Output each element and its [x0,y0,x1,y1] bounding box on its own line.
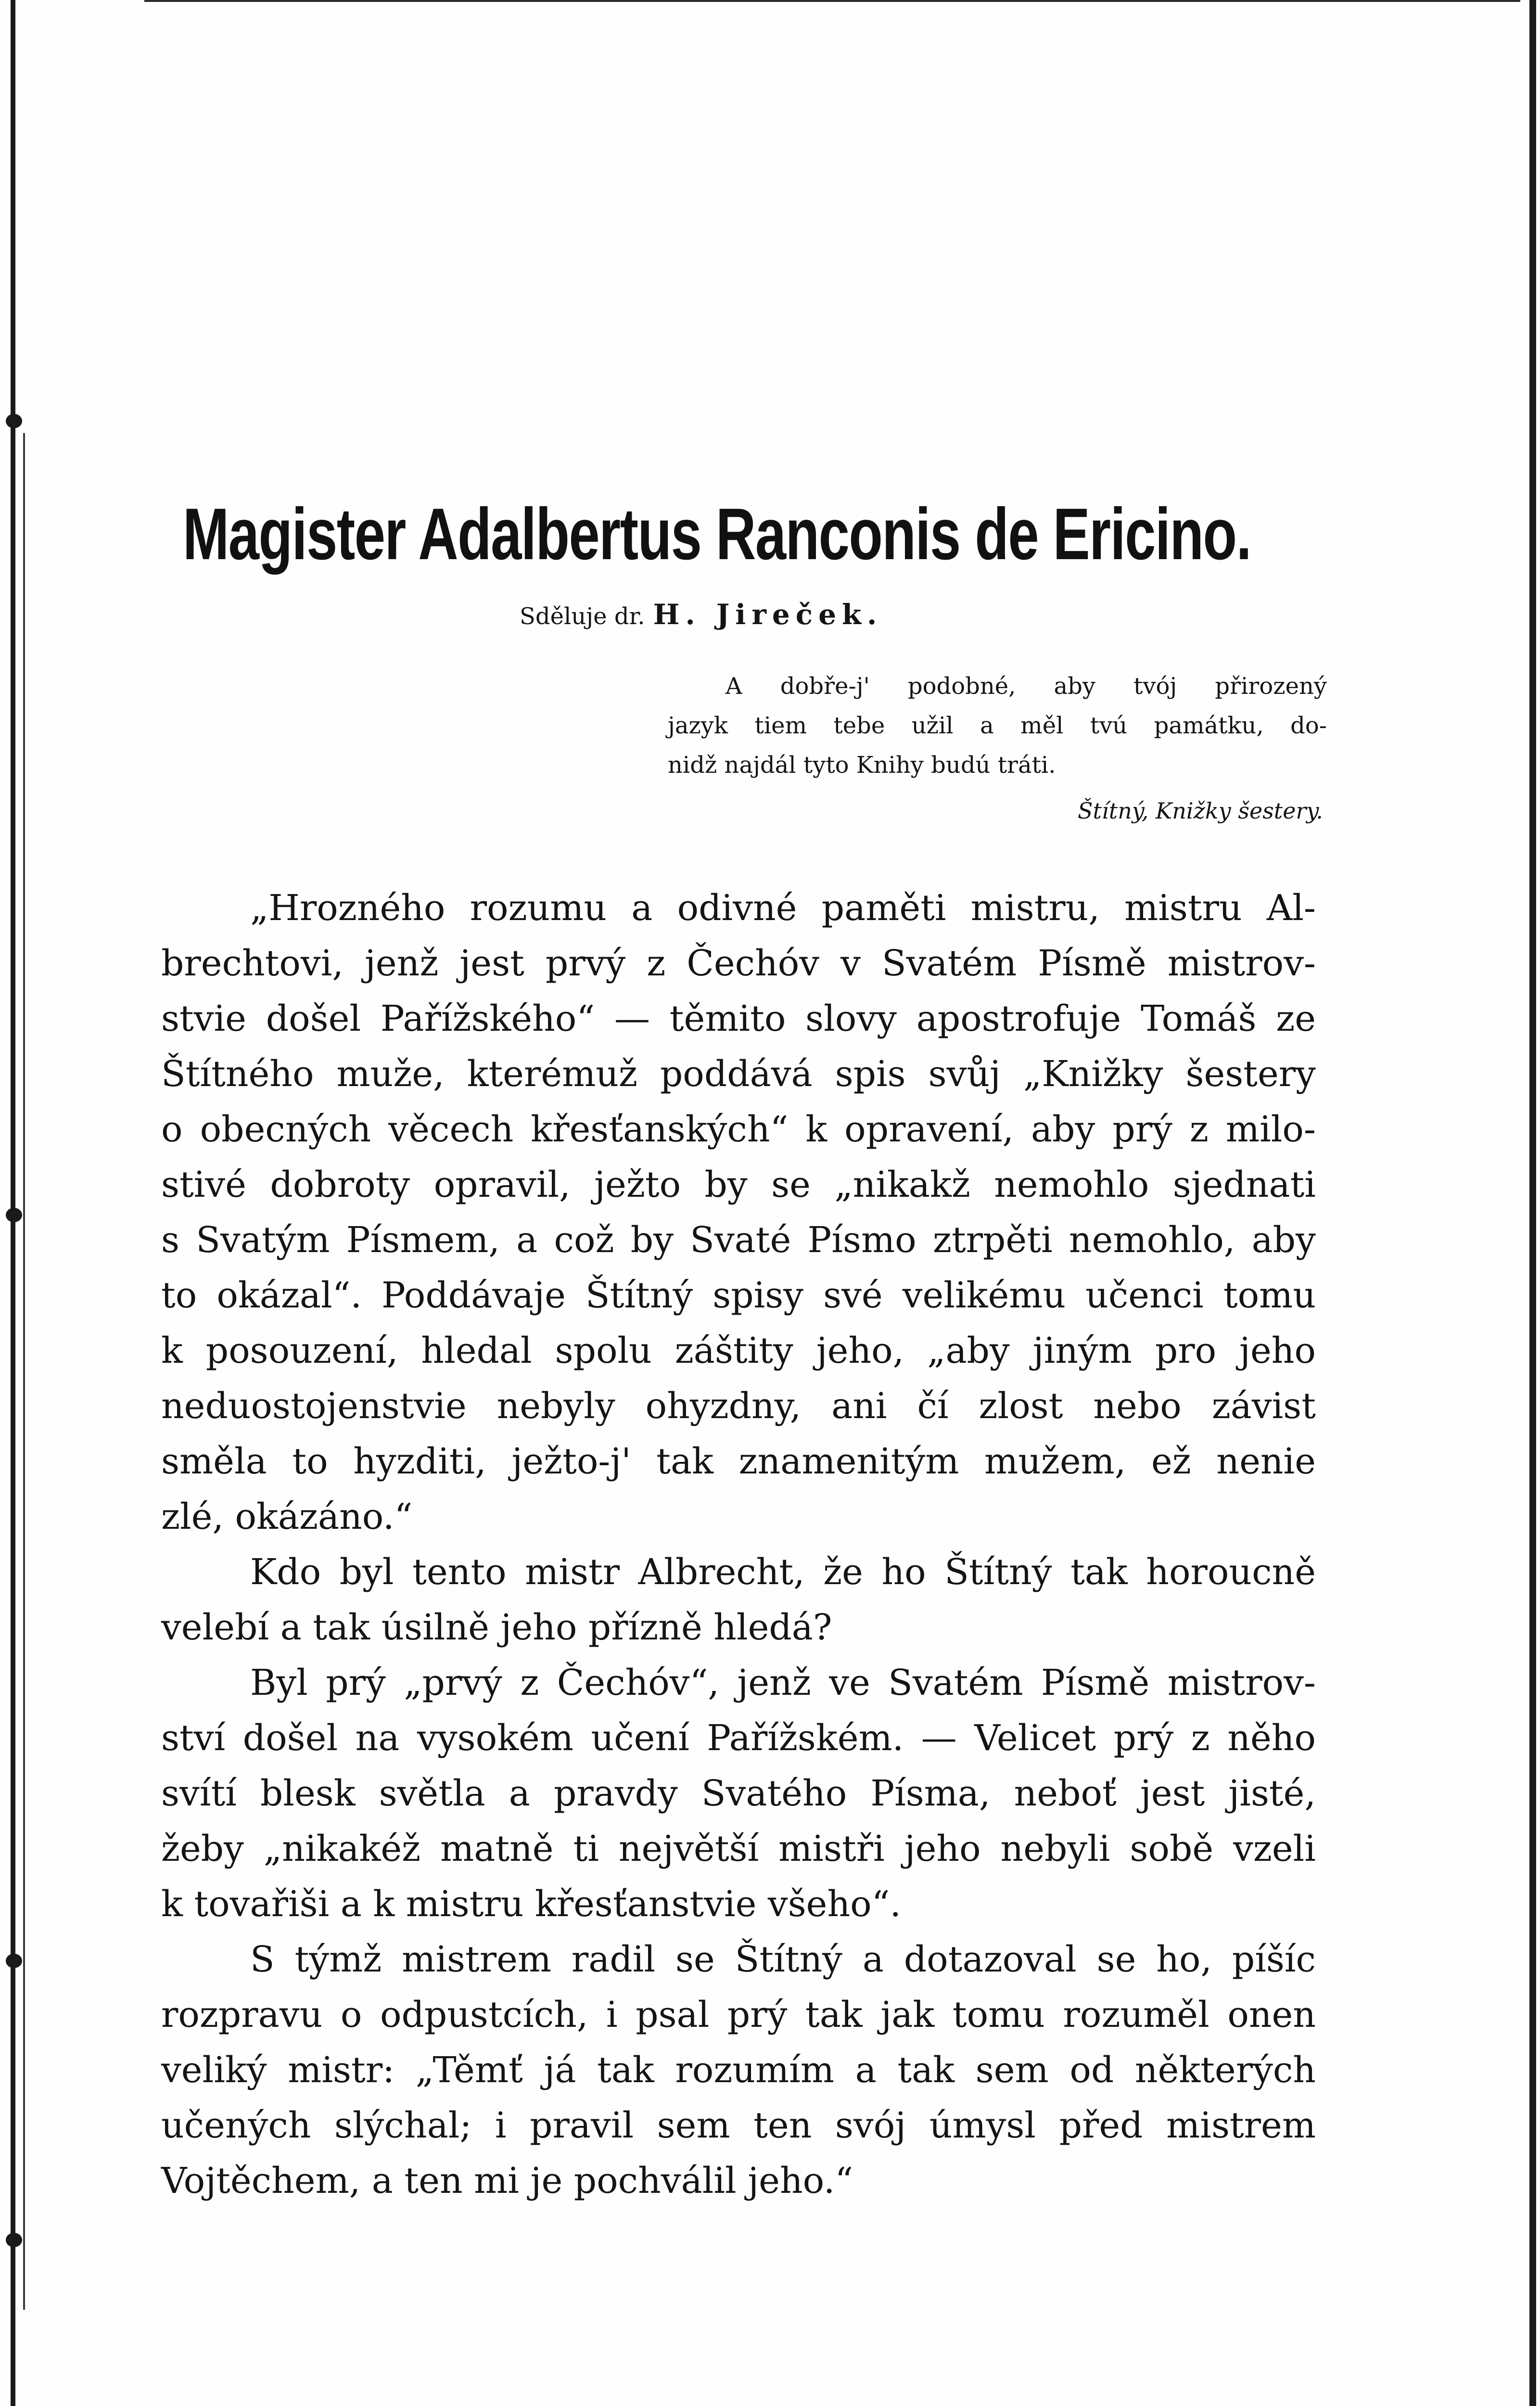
scan-edge-left-inner [23,433,25,2310]
text-line: velebí a tak úsilně jeho přízně hledá? [161,1607,832,1648]
text-line: Byl prý „prvý z Čechóv“, jenž ve Svatém Písmě mistrov- [250,1662,1316,1703]
text-line: žeby „nikakéž matně ti největší mistři jeho nebyli sobě vzeli [161,1828,1316,1869]
binding-mark [6,414,22,428]
text-line: zlé, okázáno.“ [161,1496,413,1537]
epigraph-line: jazyk tiem tebe užil a měl tvú památku, do- [668,712,1327,739]
text-line: veliký mistr: „Těmť já tak rozumím a tak sem od některých [161,2049,1316,2091]
epigraph [668,666,1327,785]
text-line: „Hrozného rozumu a odivné paměti mistru, mistru Al- [250,887,1316,929]
text-line: neduostojenstvie nebyly ohyzdny, ani čí zlost nebo závist [161,1385,1316,1427]
scan-edge-top [144,0,1520,2]
binding-mark [6,1208,22,1222]
binding-mark [6,1954,22,1968]
article-title: Magister Adalbertus Ranconis de Ericino. [183,493,1251,575]
scan-edge-left [11,0,15,2406]
epigraph-source: Štítný, Knižky šestery. [1078,798,1323,824]
article-body [161,881,1316,2209]
text-line: ství došel na vysokém učení Pařížském. — Velicet prý z něho [161,1717,1316,1759]
text-line: stvie došel Pařížského“ — těmito slovy apostrofuje Tomáš ze [161,998,1316,1039]
text-line: o obecných věcech křesťanských“ k opravení, aby prý z milo- [161,1109,1316,1150]
byline-prefix: Sděluje dr. [520,603,645,630]
byline-author: H. Jireček. [653,598,883,631]
text-line: Vojtěchem, a ten mi je pochválil jeho.“ [161,2160,853,2201]
text-line: směla to hyzditi, ježto-j' tak znamenitým mužem, ež nenie [161,1441,1316,1482]
byline [520,593,1193,638]
text-line: s Svatým Písmem, a což by Svaté Písmo ztrpěti nemohlo, aby [161,1219,1316,1261]
text-line: brechtovi, jenž jest prvý z Čechóv v Svatém Písmě mistrov- [161,943,1316,984]
text-line: k tovařiši a k mistru křesťanstvie všeho“. [161,1883,902,1925]
text-line: S týmž mistrem radil se Štítný a dotazoval se ho, píšíc [250,1939,1316,1980]
text-line: Kdo byl tento mistr Albrecht, že ho Štítný tak horoucně [250,1551,1316,1593]
text-line: stivé dobroty opravil, ježto by se „nikakž nemohlo sjednati [161,1164,1316,1205]
text-line: svítí blesk světla a pravdy Svatého Písma, neboť jest jisté, [161,1773,1316,1814]
text-line: k posouzení, hledal spolu záštity jeho, „aby jiným pro jeho [161,1330,1316,1371]
text-line: to okázal“. Poddávaje Štítný spisy své velikému učenci tomu [161,1275,1316,1316]
scan-edge-right [1529,0,1536,2406]
text-line: učených slýchal; i pravil sem ten svój úmysl před mistrem [161,2105,1316,2146]
text-line: Štítného muže, kterémuž poddává spis svůj „Knižky šestery [161,1053,1316,1095]
epigraph-line: A dobře-j' podobné, aby tvój přirozený [725,673,1327,700]
binding-mark [6,2233,22,2247]
epigraph-line: nidž najdál tyto Knihy budú tráti. [668,752,1056,779]
text-line: rozpravu o odpustcích, i psal prý tak jak tomu rozuměl onen [161,1994,1316,2035]
